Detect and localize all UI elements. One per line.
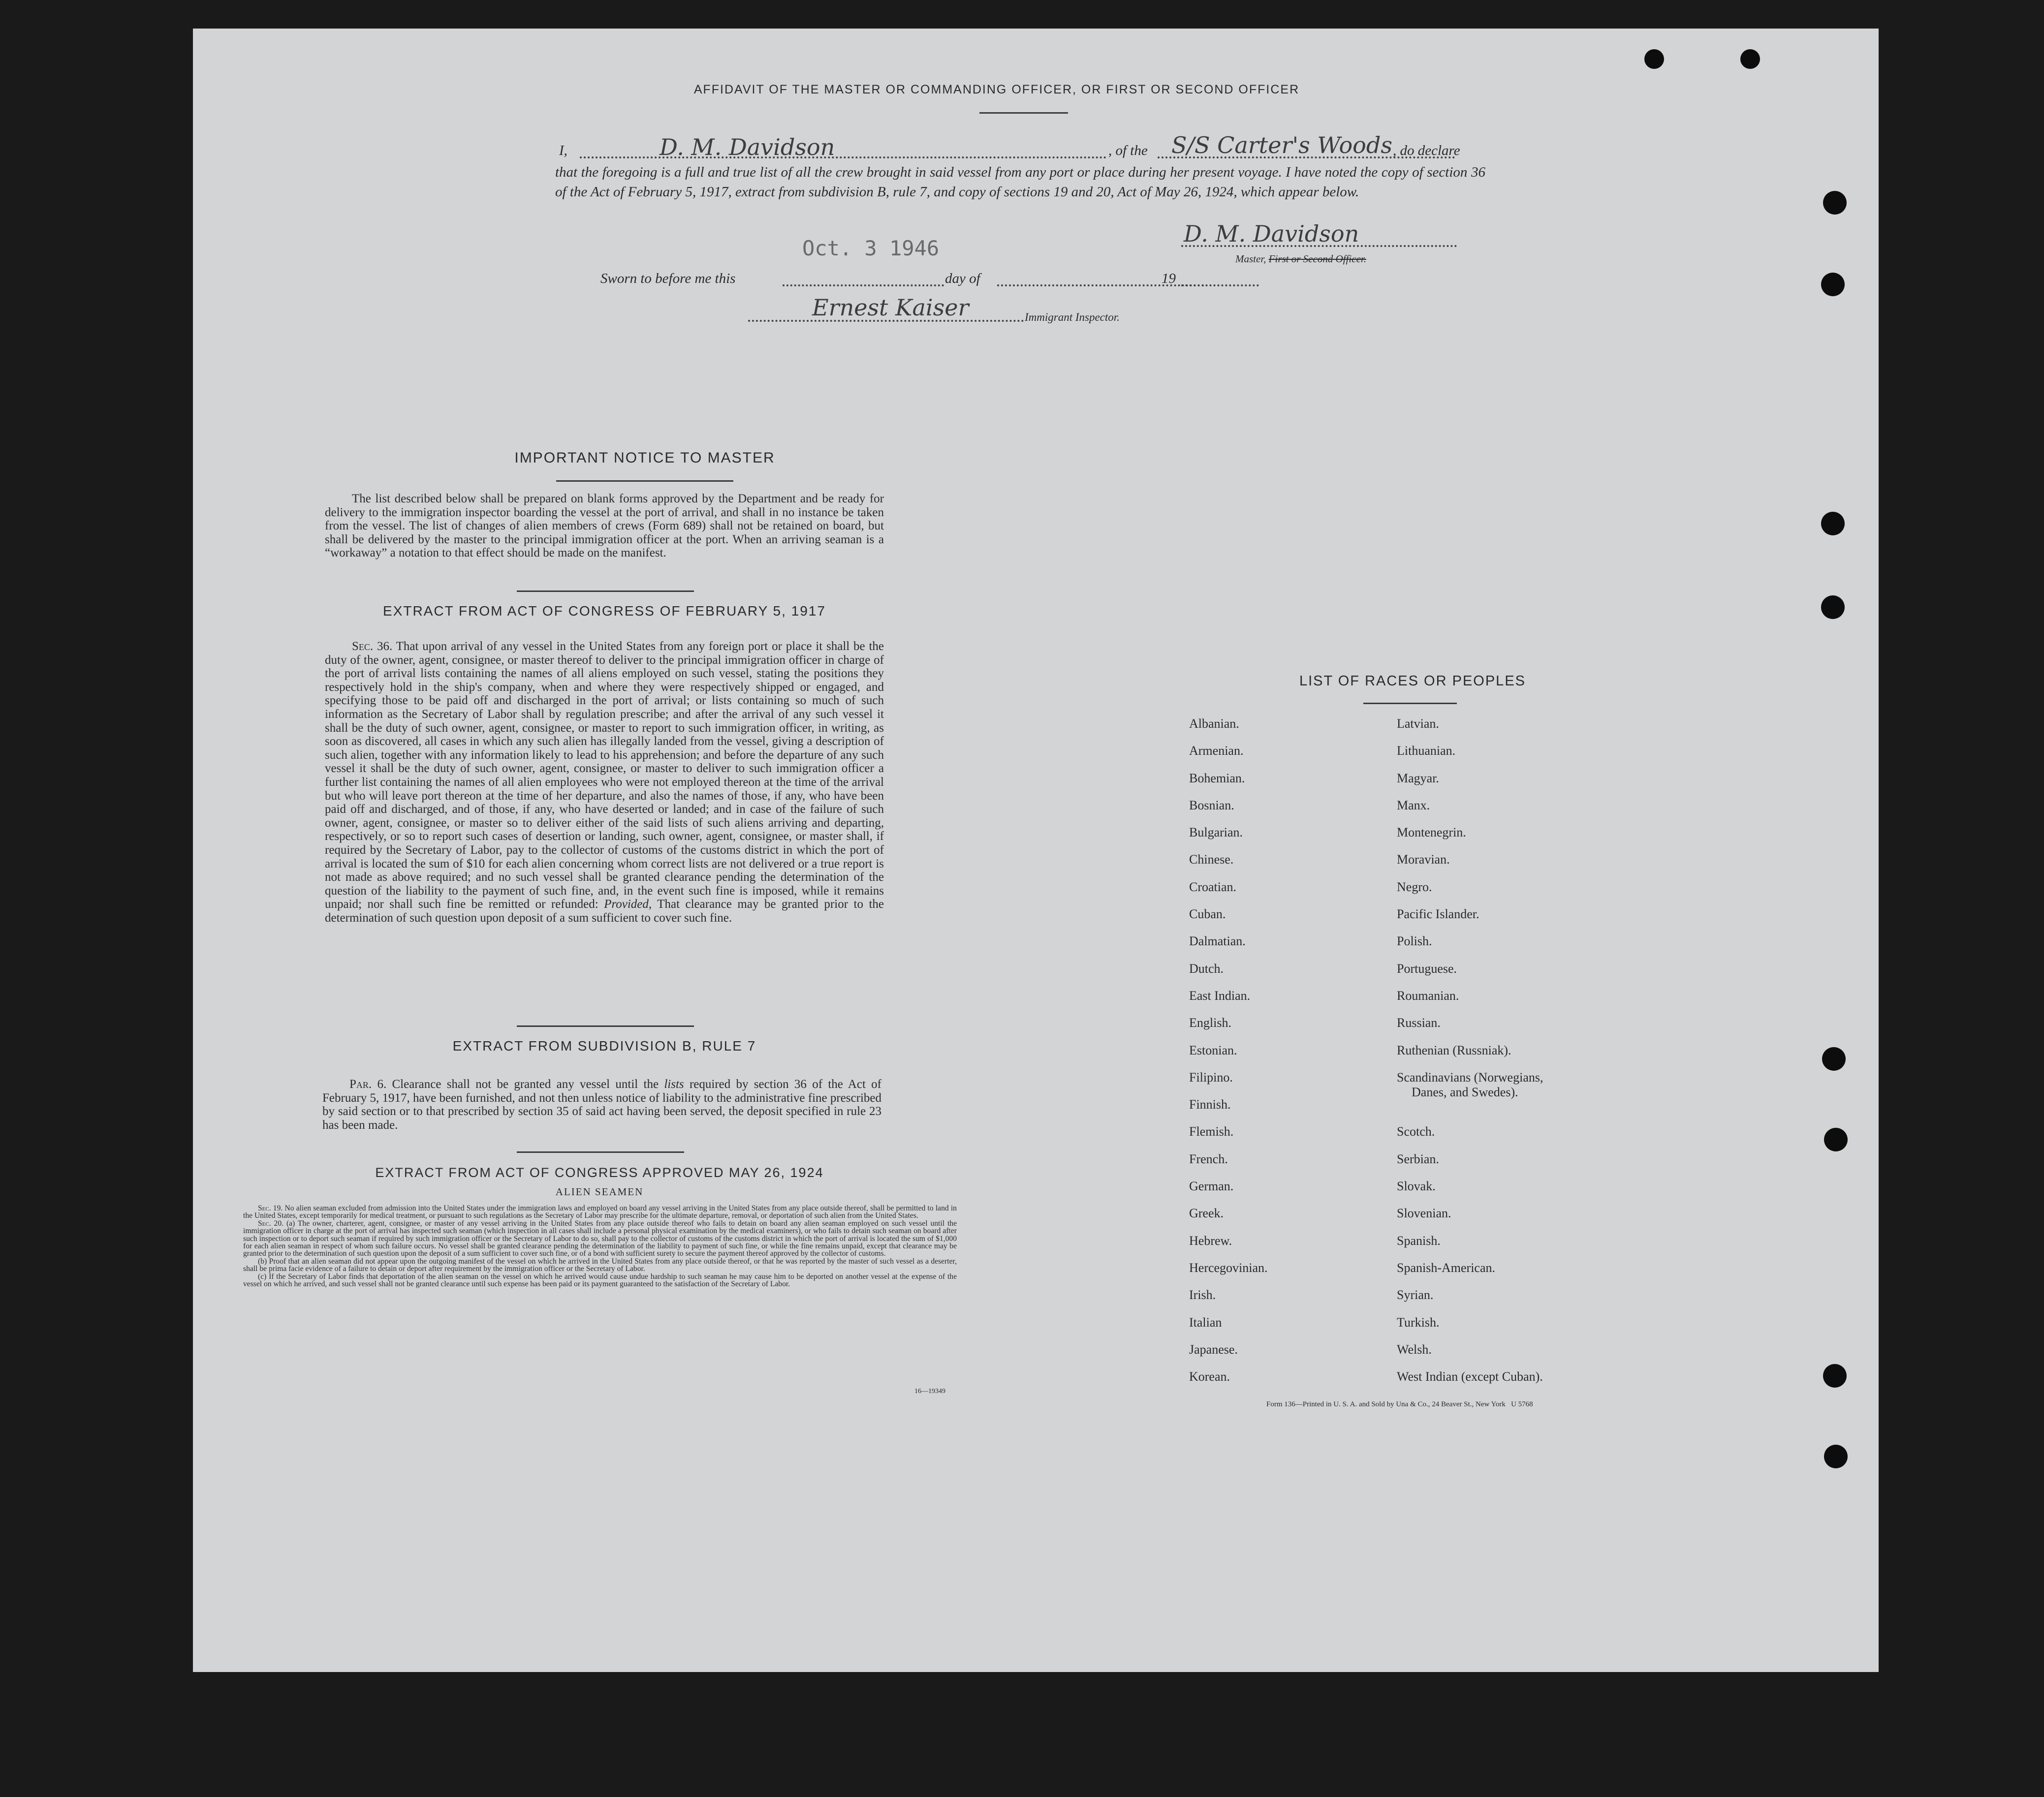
race-item: Bulgarian. bbox=[1189, 825, 1243, 840]
race-item: Serbian. bbox=[1397, 1151, 1439, 1166]
race-item: Armenian. bbox=[1189, 744, 1244, 758]
race-item: French. bbox=[1189, 1151, 1228, 1166]
punch-hole bbox=[1821, 595, 1845, 619]
sworn-date-field-line bbox=[783, 284, 944, 286]
extract-1924-heading: EXTRACT FROM ACT OF CONGRESS APPROVED MAY 26, 1924 bbox=[375, 1165, 824, 1180]
sec-36-paragraph bbox=[325, 640, 884, 925]
punch-hole bbox=[1823, 1364, 1847, 1388]
declarant-field-line bbox=[580, 156, 1106, 158]
races-left-column bbox=[1189, 716, 1268, 1396]
race-item: Roumanian. bbox=[1397, 988, 1459, 1003]
race-item: Latvian. bbox=[1397, 716, 1439, 731]
sec-19-label: Sec. 19. bbox=[258, 1204, 283, 1212]
sworn-label: Sworn to before me this bbox=[600, 271, 736, 286]
race-item: Croatian. bbox=[1189, 879, 1237, 894]
form-sheet-lower bbox=[193, 1501, 1861, 1668]
race-item: Welsh. bbox=[1397, 1342, 1432, 1357]
race-item: Dalmatian. bbox=[1189, 934, 1246, 949]
race-item: Russian. bbox=[1397, 1016, 1441, 1030]
race-item: Lithuanian. bbox=[1397, 744, 1456, 758]
race-item: Korean. bbox=[1189, 1369, 1230, 1384]
punch-hole bbox=[1821, 273, 1845, 296]
race-item: Spanish. bbox=[1397, 1233, 1441, 1248]
race-item: Manx. bbox=[1397, 798, 1430, 812]
races-heading: LIST OF RACES OR PEOPLES bbox=[1299, 673, 1526, 689]
notice-text bbox=[325, 492, 884, 560]
subdivision-b-text bbox=[322, 1078, 881, 1132]
of-the-label: , of the bbox=[1108, 143, 1148, 158]
divider bbox=[556, 480, 733, 482]
race-item: Bosnian. bbox=[1189, 798, 1234, 812]
punch-hole bbox=[1740, 49, 1760, 69]
alien-seamen-subheading: ALIEN SEAMEN bbox=[555, 1186, 644, 1198]
struck-officer-label: First or Second Officer. bbox=[1268, 253, 1366, 265]
inspector-signature: Ernest Kaiser bbox=[812, 294, 969, 321]
punch-hole bbox=[1824, 1445, 1848, 1468]
par-6-paragraph bbox=[322, 1078, 881, 1132]
race-item: Hercegovinian. bbox=[1189, 1260, 1268, 1275]
extract-1924-text bbox=[243, 1205, 957, 1288]
notice-heading: IMPORTANT NOTICE TO MASTER bbox=[514, 450, 775, 466]
par-6-text-a: Clearance shall not be granted any vessel until the bbox=[392, 1078, 659, 1091]
i-label: I, bbox=[559, 143, 567, 158]
sec-20a-text: (a) The owner, charterer, agent, consignee, or master of any vessel arriving in the United States from any place outside thereof who fails to detain on board any alien seaman employed on such vessel until the immigration officer in charge at the port of arrival has inspected such seaman (which inspection in all cases shall include a personal physical examination by the medical examiners), or who fails to detain such seaman on board after such inspection or to deport such seaman if required by such immigration officer or the Secretary of Labor to do so, shall pay to the collector of customs of the customs district in which the port of arrival is located the sum of $1,000 for each alien seaman in respect of whom such failure occurs. No vessel shall be granted clearance pending the determination of the liability to payment of such fine, or while the fine remains unpaid, except that clearance may be granted prior to the determination of such question upon the deposit of a sum sufficient to cover such fine, or of a bond with sufficient surety to secure the payment thereof approved by the collector of customs. bbox=[243, 1219, 957, 1258]
race-item: Albanian. bbox=[1189, 716, 1239, 731]
race-item: Pacific Islander. bbox=[1397, 907, 1479, 922]
race-item: Greek. bbox=[1189, 1206, 1224, 1221]
race-item: Italian bbox=[1189, 1315, 1222, 1330]
divider bbox=[1363, 703, 1457, 704]
race-item: Bohemian. bbox=[1189, 771, 1245, 785]
race-item: Ruthenian (Russniak). bbox=[1397, 1043, 1511, 1057]
affidavit-statement: that the foregoing is a full and true list of all the crew brought in said vessel from any port or place during her present voyage. I have noted the copy of section 36 of the Act of February 5, 1917, extract from subdivision B, rule 7, and copy of sections 19 and 20, Act of May 26, 1924, which appear below. bbox=[555, 164, 1485, 200]
master-signature: D. M. Davidson bbox=[1184, 220, 1359, 247]
master-label: Master, bbox=[1235, 253, 1266, 265]
sec-20c-paragraph: (c) If the Secretary of Labor finds that deportation of the alien seaman on the vessel on which he arrived would cause undue hardship to such seaman he may cause him to be deported on another vessel at the expense of the vessel on which he arrived, and such vessel shall not be granted clearance until such expense has been paid or its payment guaranteed to the satisfaction of the Secretary of Labor. bbox=[243, 1272, 957, 1289]
master-signature-line bbox=[1181, 245, 1457, 247]
race-item: Syrian. bbox=[1397, 1288, 1434, 1302]
race-item: Estonian. bbox=[1189, 1043, 1237, 1057]
master-label-line bbox=[1235, 253, 1366, 265]
punch-hole bbox=[1644, 49, 1664, 69]
affidavit-line bbox=[556, 132, 1486, 163]
declarant-signature: D. M. Davidson bbox=[660, 134, 835, 160]
sec-36-label: Sec. 36. bbox=[352, 640, 393, 653]
punch-hole bbox=[1824, 1128, 1848, 1151]
lists-word: lists bbox=[664, 1078, 684, 1091]
race-item: Dutch. bbox=[1189, 961, 1224, 976]
race-item: English. bbox=[1189, 1016, 1231, 1030]
punch-hole bbox=[1823, 191, 1847, 215]
race-item: Magyar. bbox=[1397, 771, 1439, 785]
sec-20b-paragraph: (b) Proof that an alien seaman did not appear upon the outgoing manifest of the vessel on which he arrived in the United States from any place outside thereof, or that he was reported by the master of such vessel as a deserter, shall be prima facie evidence of a failure to detain or deport after requirement by the immigration officer or the Secretary of Labor. bbox=[243, 1257, 957, 1273]
subdivision-b-heading: EXTRACT FROM SUBDIVISION B, RULE 7 bbox=[452, 1038, 756, 1053]
races-right-column bbox=[1397, 716, 1543, 1396]
inspector-label: Immigrant Inspector. bbox=[1025, 311, 1120, 323]
par-6-text-b: required by section 36 of the Act of February 5, 1917, have been furnished, and not then unless notice of liability to the administrative fine prescribed by said section or to that prescribed by section 35 of said act having been served, the deposit specified in rule 23 has been made. bbox=[322, 1078, 882, 1132]
sec-36-text: That upon arrival of any vessel in the United States from any foreign port or place it shall be the duty of the owner, agent, consignee, or master thereof to deliver to the principal immigration officer in charge of the port of arrival lists containing the names of all aliens employed on such vessel, stating the positions they respectively hold in the ship's company, when and where they were respectively shipped or engaged, and specifying those to be paid off and discharged in the port of arrival; or lists containing so much of such information as the Secretary of Labor shall by regulation prescribe; and after the arrival of any such vessel it shall be the duty of such owner, agent, consignee, or master to report to such immigration officer, in writing, as soon as discovered, all cases in which any such alien has illegally landed from the vessel, giving a description of such alien, together with any information likely to lead to his apprehension; and before the departure of any such vessel it shall be the duty of such owner, agent, consignee, or master to deliver to such immigration officer a further list containing the names of all alien employees who were not employed thereon at the time of the arrival but who will leave port thereon at the time of her departure, and also the names of those, if any, who have been paid off and discharged, and of those, if any, who have deserted or landed; and in case of the failure of such owner, agent, consignee, or master so to deliver either of the said lists of such aliens arriving and departing, respectively, or so to report such cases of desertion or landing, such owner, agent, consignee, or master shall, if required by the Secretary of Labor, pay to the collector of customs of the customs district in which the port of arrival is located the sum of $10 for each alien concerning whom correct lists are not delivered or a true report is not made as above required; and no such vessel shall be granted clearance pending the determination of the question of the liability to the payment of such fine, and, in the event such fine is imposed, while it remains unpaid; nor shall such fine be remitted or refunded: bbox=[325, 640, 884, 911]
form-footer: Form 136—Printed in U. S. A. and Sold by Una & Co., 24 Beaver St., New York U 5768 bbox=[1266, 1400, 1533, 1408]
sec-20-label: Sec. 20. bbox=[258, 1219, 284, 1228]
race-item: Moravian. bbox=[1397, 852, 1450, 867]
sec-36-end: That clearance may be granted prior to the determination of such question upon deposit of a sum sufficient to cover such fine. bbox=[325, 898, 884, 925]
race-item: Irish. bbox=[1189, 1288, 1216, 1302]
race-item: Slovak. bbox=[1397, 1179, 1436, 1194]
divider bbox=[517, 590, 694, 592]
day-of-label: day of bbox=[945, 271, 980, 286]
race-item: Turkish. bbox=[1397, 1315, 1440, 1330]
notice-paragraph: The list described below shall be prepared on blank forms approved by the Department and be ready for delivery to the immigration inspector boarding the vessel at the port of arrival, and shall in no instance be taken from the vessel. The list of changes of alien members of crews (Form 689) shall not be retained on board, but shall be delivered by the master to the principal immigration officer at the port. When an arriving seaman is a “workaway” a notation to that effect should be made on the manifest. bbox=[325, 492, 884, 560]
month-field-line bbox=[997, 284, 1259, 286]
sec-20a-paragraph bbox=[243, 1220, 957, 1258]
extract-1917-heading: EXTRACT FROM ACT OF CONGRESS OF FEBRUARY 5, 1917 bbox=[383, 603, 826, 619]
race-item: Scotch. bbox=[1397, 1124, 1435, 1139]
race-item: Hebrew. bbox=[1189, 1233, 1232, 1248]
vessel-name: S/S Carter's Woods bbox=[1171, 132, 1392, 158]
race-item: Negro. bbox=[1397, 879, 1432, 894]
race-item: Scandinavians (Norwegians, bbox=[1397, 1070, 1543, 1084]
divider bbox=[979, 112, 1068, 114]
race-item: Finnish. bbox=[1189, 1097, 1231, 1112]
provided-label: Provided, bbox=[604, 898, 652, 911]
punch-hole bbox=[1822, 1047, 1846, 1071]
race-item: German. bbox=[1189, 1179, 1234, 1194]
race-item: Portuguese. bbox=[1397, 961, 1457, 976]
race-item: Cuban. bbox=[1189, 907, 1226, 922]
divider bbox=[517, 1151, 684, 1153]
year-field-line bbox=[1181, 284, 1204, 286]
race-item: Slovenian. bbox=[1397, 1206, 1451, 1221]
year-label: 19 bbox=[1162, 271, 1176, 286]
date-stamp: Oct. 3 1946 bbox=[802, 236, 940, 260]
race-item: Polish. bbox=[1397, 934, 1432, 949]
race-item: Spanish-American. bbox=[1397, 1260, 1496, 1275]
divider bbox=[517, 1025, 694, 1027]
race-item: West Indian (except Cuban). bbox=[1397, 1369, 1543, 1384]
extract-1917-text bbox=[325, 640, 884, 925]
race-item: Japanese. bbox=[1189, 1342, 1238, 1357]
race-item: Danes, and Swedes). bbox=[1412, 1084, 1518, 1099]
printer-code: 16—19349 bbox=[914, 1388, 945, 1395]
do-declare-label: , do declare bbox=[1393, 143, 1460, 158]
race-item: Filipino. bbox=[1189, 1070, 1233, 1084]
sec-19-text: No alien seaman excluded from admission into the United States under the immigration laws and employed on board any vessel arriving in the United States from any place outside thereof, shall be permitted to land in the United States, except temporarily for medical treatment, or pursuant to such regulations as the Secretary of Labor may prescribe for the ultimate departure, removal, or deportation of such alien from the United States. bbox=[243, 1204, 957, 1220]
sec-19-paragraph bbox=[243, 1205, 957, 1220]
punch-hole bbox=[1821, 512, 1845, 535]
race-item: Flemish. bbox=[1189, 1124, 1234, 1139]
race-item: Chinese. bbox=[1189, 852, 1234, 867]
race-item: Montenegrin. bbox=[1397, 825, 1466, 840]
par-6-label: Par. 6. bbox=[349, 1078, 387, 1091]
race-item: East Indian. bbox=[1189, 988, 1251, 1003]
affidavit-title: AFFIDAVIT OF THE MASTER OR COMMANDING OFFICER, OR FIRST OR SECOND OFFICER bbox=[693, 83, 1300, 96]
